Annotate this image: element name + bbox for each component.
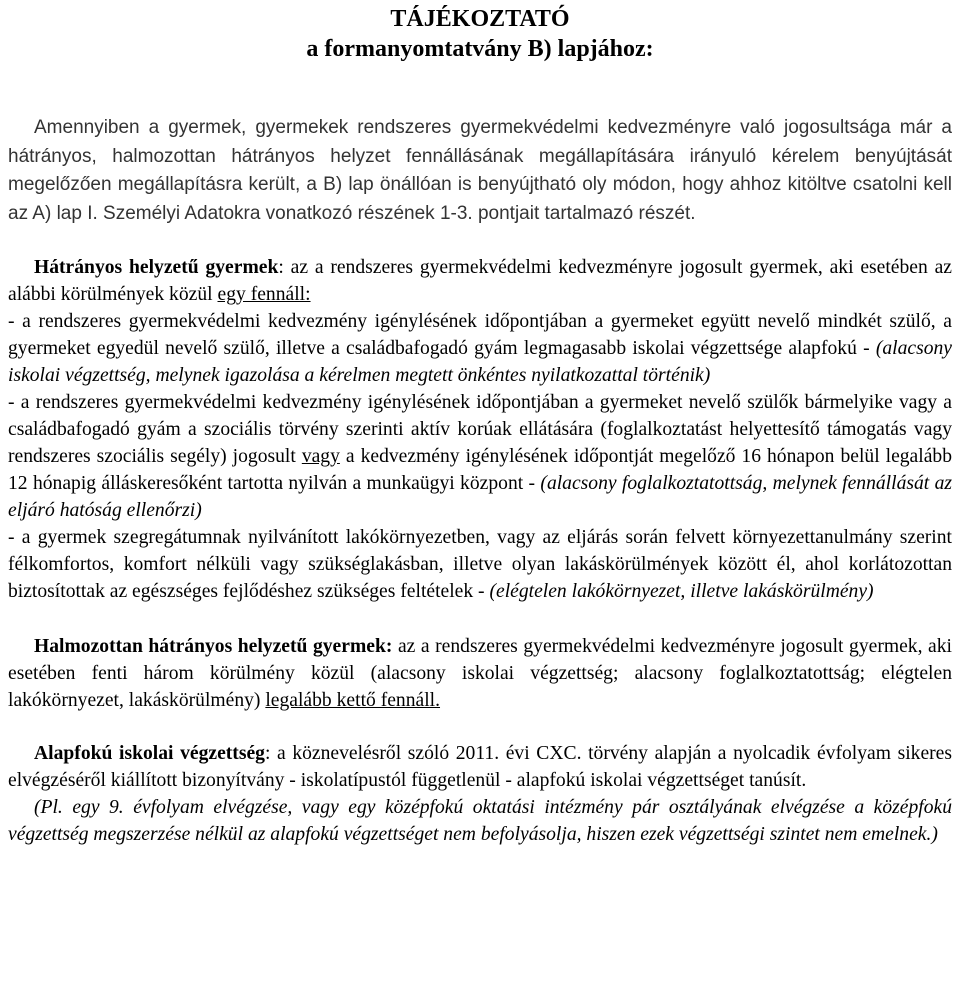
education-paragraph bbox=[8, 740, 952, 794]
education-term: Alapfokú iskolai végzettség bbox=[34, 743, 265, 764]
criterion-education-note: (alacsony iskolai végzettség, melynek igazolása a kérelmen megtett önkéntes nyilatkozattal történik) bbox=[8, 338, 952, 386]
multiple-definition: az a rendszeres gyermekvédelmi kedvezményre jogosult gyermek, aki esetében fenti három körülmény közül (alacsony iskolai végzettség; alacsony foglalkoztatottság; elégtelen lakókörnyezet, lakáskörülmény) bbox=[8, 636, 952, 711]
multiple-condition: legalább kettő fennáll. bbox=[265, 690, 441, 711]
education-example-text: (Pl. egy 9. évfolyam elvégzése, vagy egy középfokú oktatási intézmény pár osztályának elvégzése a középfokú végzettség megszerzése nélkül az alapfokú végzettséget nem befolyásolja, hiszen ezek végzettségi szintet nem emelnek.) bbox=[8, 797, 952, 845]
criterion-employment-note: (alacsony foglalkoztatottság, melynek fennállását az eljáró hatóság ellenőrzi) bbox=[8, 473, 953, 521]
criterion-housing-text: - a gyermek szegregátumnak nyilvánított lakókörnyezetben, vagy az eljárás során felvett környezettanulmány szerint félkomfortos, komfort nélküli vagy szükséglakásban, illetve olyan lakáskörülmények között él, ahol korlátozottan biztosítottak az egészséges fejlődéshez szükséges feltételek - bbox=[8, 527, 952, 602]
disadvantaged-condition: egy fennáll: bbox=[217, 284, 311, 305]
criterion-employment-connector: vagy bbox=[301, 446, 340, 467]
criterion-employment-text-a: - a rendszeres gyermekvédelmi kedvezmény igénylésének időpontjában a gyermeket nevelő szülők bármelyike vagy a családbafogadó gyám a szociális törvény szerinti aktív korúak ellátására (foglalkoztatást helyettesítő támogatás vagy rendszeres szociális segély) jogosult bbox=[8, 392, 952, 467]
criterion-housing bbox=[8, 524, 952, 605]
disadvantaged-term: Hátrányos helyzetű gyermek bbox=[34, 257, 279, 278]
document-subtitle: a formanyomtatvány B) lapjához: bbox=[306, 36, 654, 62]
disadvantaged-definition: : az a rendszeres gyermekvédelmi kedvezményre jogosult gyermek, aki esetében az alábbi körülmények közül bbox=[8, 257, 952, 305]
criterion-education bbox=[8, 308, 952, 389]
multiple-paragraph bbox=[8, 633, 952, 714]
document-page bbox=[0, 4, 960, 981]
intro-text: Amennyiben a gyermek, gyermekek rendszeres gyermekvédelmi kedvezményre való jogosultsága már a hátrányos, halmozottan hátrányos helyzet fennállásának megállapítására irányuló kérelem benyújtását megelőzően megállapításra került, a B) lap önállóan is benyújtható oly módon, hogy ahhoz kitöltve csatolni kell az A) lap I. Személyi Adatokra vonatkozó részének 1-3. pontjait tartalmazó részét. bbox=[8, 117, 952, 224]
education-definition: : a köznevelésről szóló 2011. évi CXC. törvény alapján a nyolcadik évfolyam sikeres elvégzéséről kiállított bizonyítvány - iskolatípustól függetlenül - alapfokú iskolai végzettséget tanúsít. bbox=[8, 743, 952, 791]
intro-paragraph bbox=[8, 114, 952, 228]
criterion-housing-note: (elégtelen lakókörnyezet, illetve lakáskörülmény) bbox=[489, 581, 874, 602]
education-example bbox=[8, 794, 952, 848]
criterion-employment bbox=[8, 389, 952, 524]
criterion-education-text: - a rendszeres gyermekvédelmi kedvezmény igénylésének időpontjában a gyermeket együtt nevelő mindkét szülő, a gyermeket egyedül nevelő szülő, illetve a családbafogadó gyám legmagasabb iskolai végzettsége alapfokú - bbox=[8, 311, 952, 359]
disadvantaged-paragraph bbox=[8, 254, 952, 308]
document-title: TÁJÉKOZTATÓ bbox=[390, 6, 570, 32]
multiple-term: Halmozottan hátrányos helyzetű gyermek: bbox=[34, 636, 393, 657]
criterion-employment-text-b: a kedvezmény igénylésének időpontját megelőző 16 hónapon belül legalább 12 hónapig álláskeresőként tartotta nyilván a munkaügyi központ - bbox=[8, 446, 952, 494]
